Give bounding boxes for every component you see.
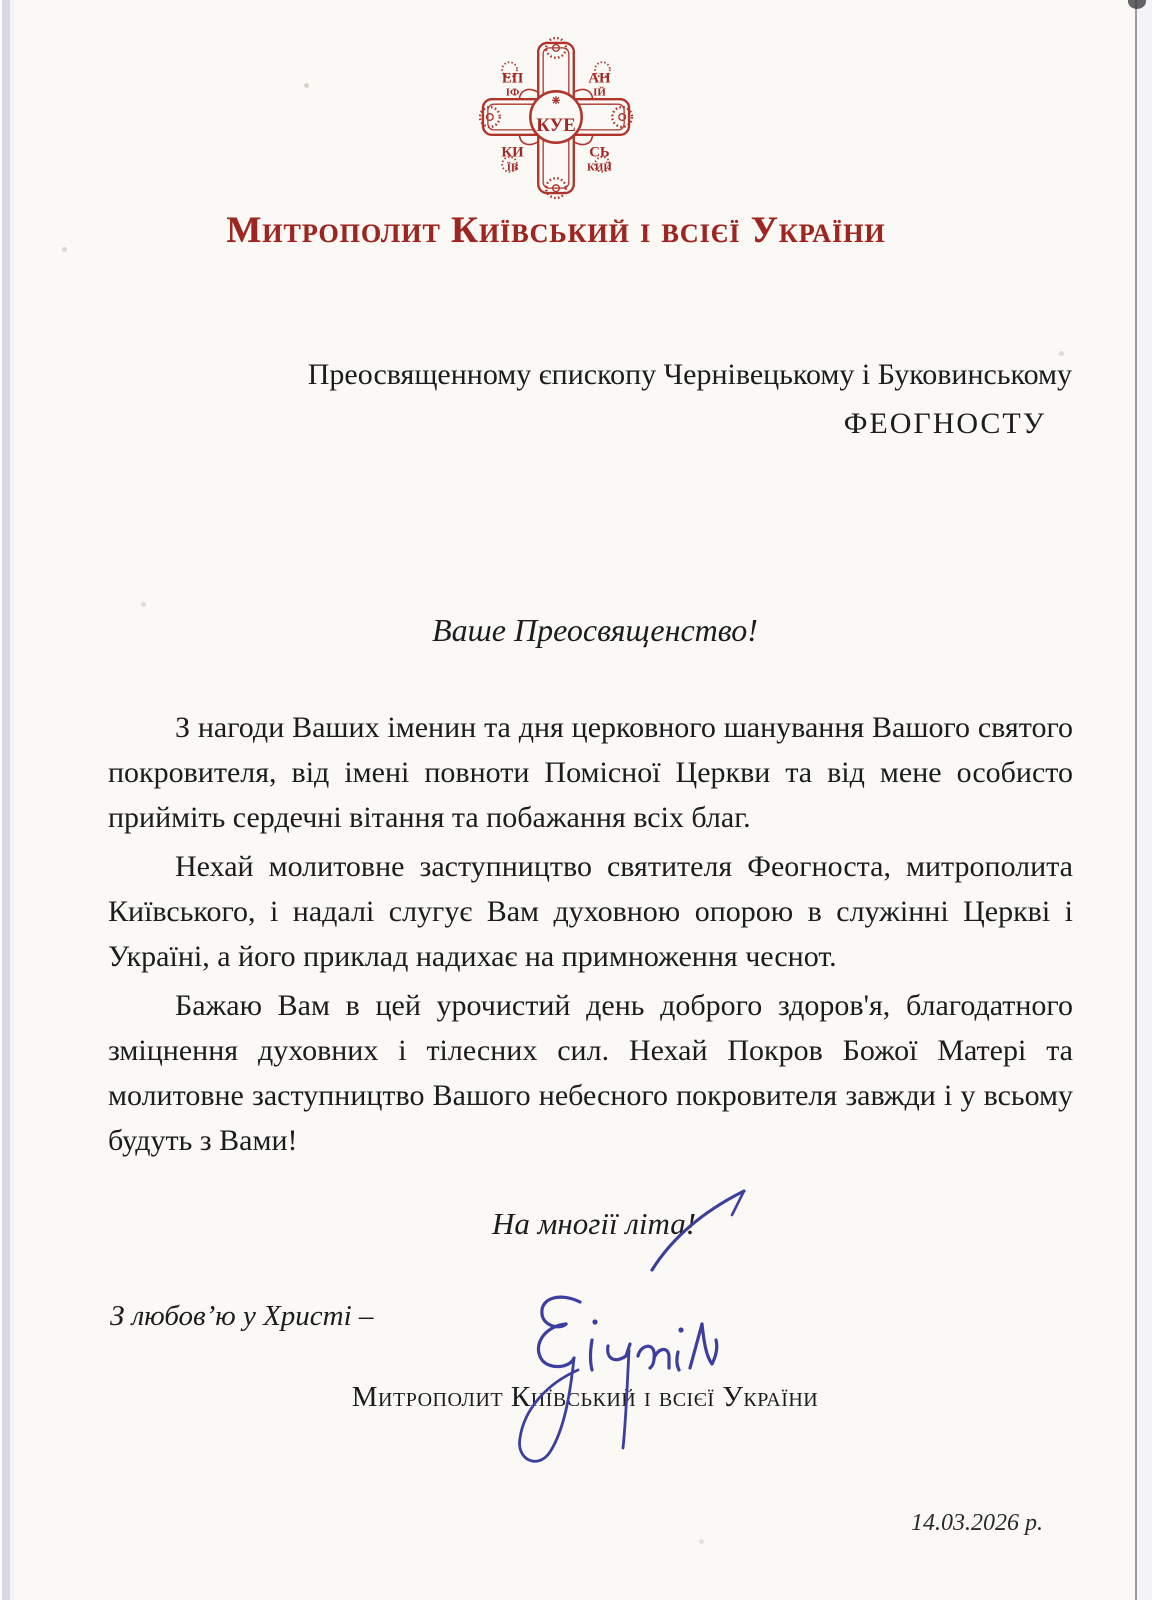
emblem-quadrant-letters: ІФ bbox=[505, 86, 520, 99]
scan-edge-right-fill bbox=[1137, 0, 1152, 1600]
emblem-quadrant-letters: АН bbox=[588, 70, 611, 87]
signer-title: Митрополит Київський і всієї України bbox=[351, 1381, 819, 1413]
emblem-center-monogram: КУЕ bbox=[536, 114, 576, 136]
letter-date: 14.03.2026 р. bbox=[911, 1510, 1043, 1536]
star-icon bbox=[552, 96, 560, 104]
emblem-quadrant-letters: ЕП bbox=[501, 70, 524, 87]
salutation: Ваше Преосвященство! bbox=[432, 612, 758, 648]
addressee-block bbox=[308, 358, 1072, 441]
signature-epifaniy-handwriting bbox=[480, 1158, 780, 1470]
closing-wish: На многії літа! bbox=[491, 1206, 697, 1241]
body-paragraph: З нагоди Ваших іменин та дня церковного шанування Вашого святого покровителя, від імені повноти Помісної Церкви та від мене особисто прийміть сердечні вітання та побажання всіх благ. bbox=[108, 711, 1073, 834]
addressee-name: ФЕОГНОСТУ bbox=[843, 407, 1046, 440]
emblem-quadrant-letters: ЇВ bbox=[506, 161, 519, 174]
emblem-quadrant-letters: ІЙ bbox=[593, 86, 606, 99]
letterhead-title: Митрополит Київський і всієї України bbox=[226, 210, 886, 251]
ornate-cross-emblem-icon bbox=[477, 33, 635, 203]
emblem-quadrant-letters: КИЙ bbox=[587, 161, 612, 174]
body-paragraph: Нехай молитовне заступництво святителя Феогноста, митрополита Київського, і надалі слугує Вам духовною опорою в служінні Церкві і Україні, а його приклад надихає на примноження чеснот. bbox=[108, 850, 1073, 973]
letterhead bbox=[0, 0, 1112, 252]
addressee-line: Преосвященному єпископу Чернівецькому і Буковинському bbox=[307, 358, 1072, 391]
letter-body bbox=[108, 705, 1073, 1167]
emblem-quadrant-letters: КИ bbox=[501, 144, 524, 161]
body-paragraph: Бажаю Вам в цей урочистий день доброго здоров'я, благодатного зміцнення духовних і тілесних сил. Нехай Покров Божої Матері та молитовне заступництво Вашого небесного покровителя завжди і у всьому будуть з Вами! bbox=[108, 989, 1073, 1157]
valediction: З любов’ю у Христі – bbox=[110, 1300, 374, 1332]
emblem-quadrant-letters: СЬ bbox=[589, 144, 610, 161]
